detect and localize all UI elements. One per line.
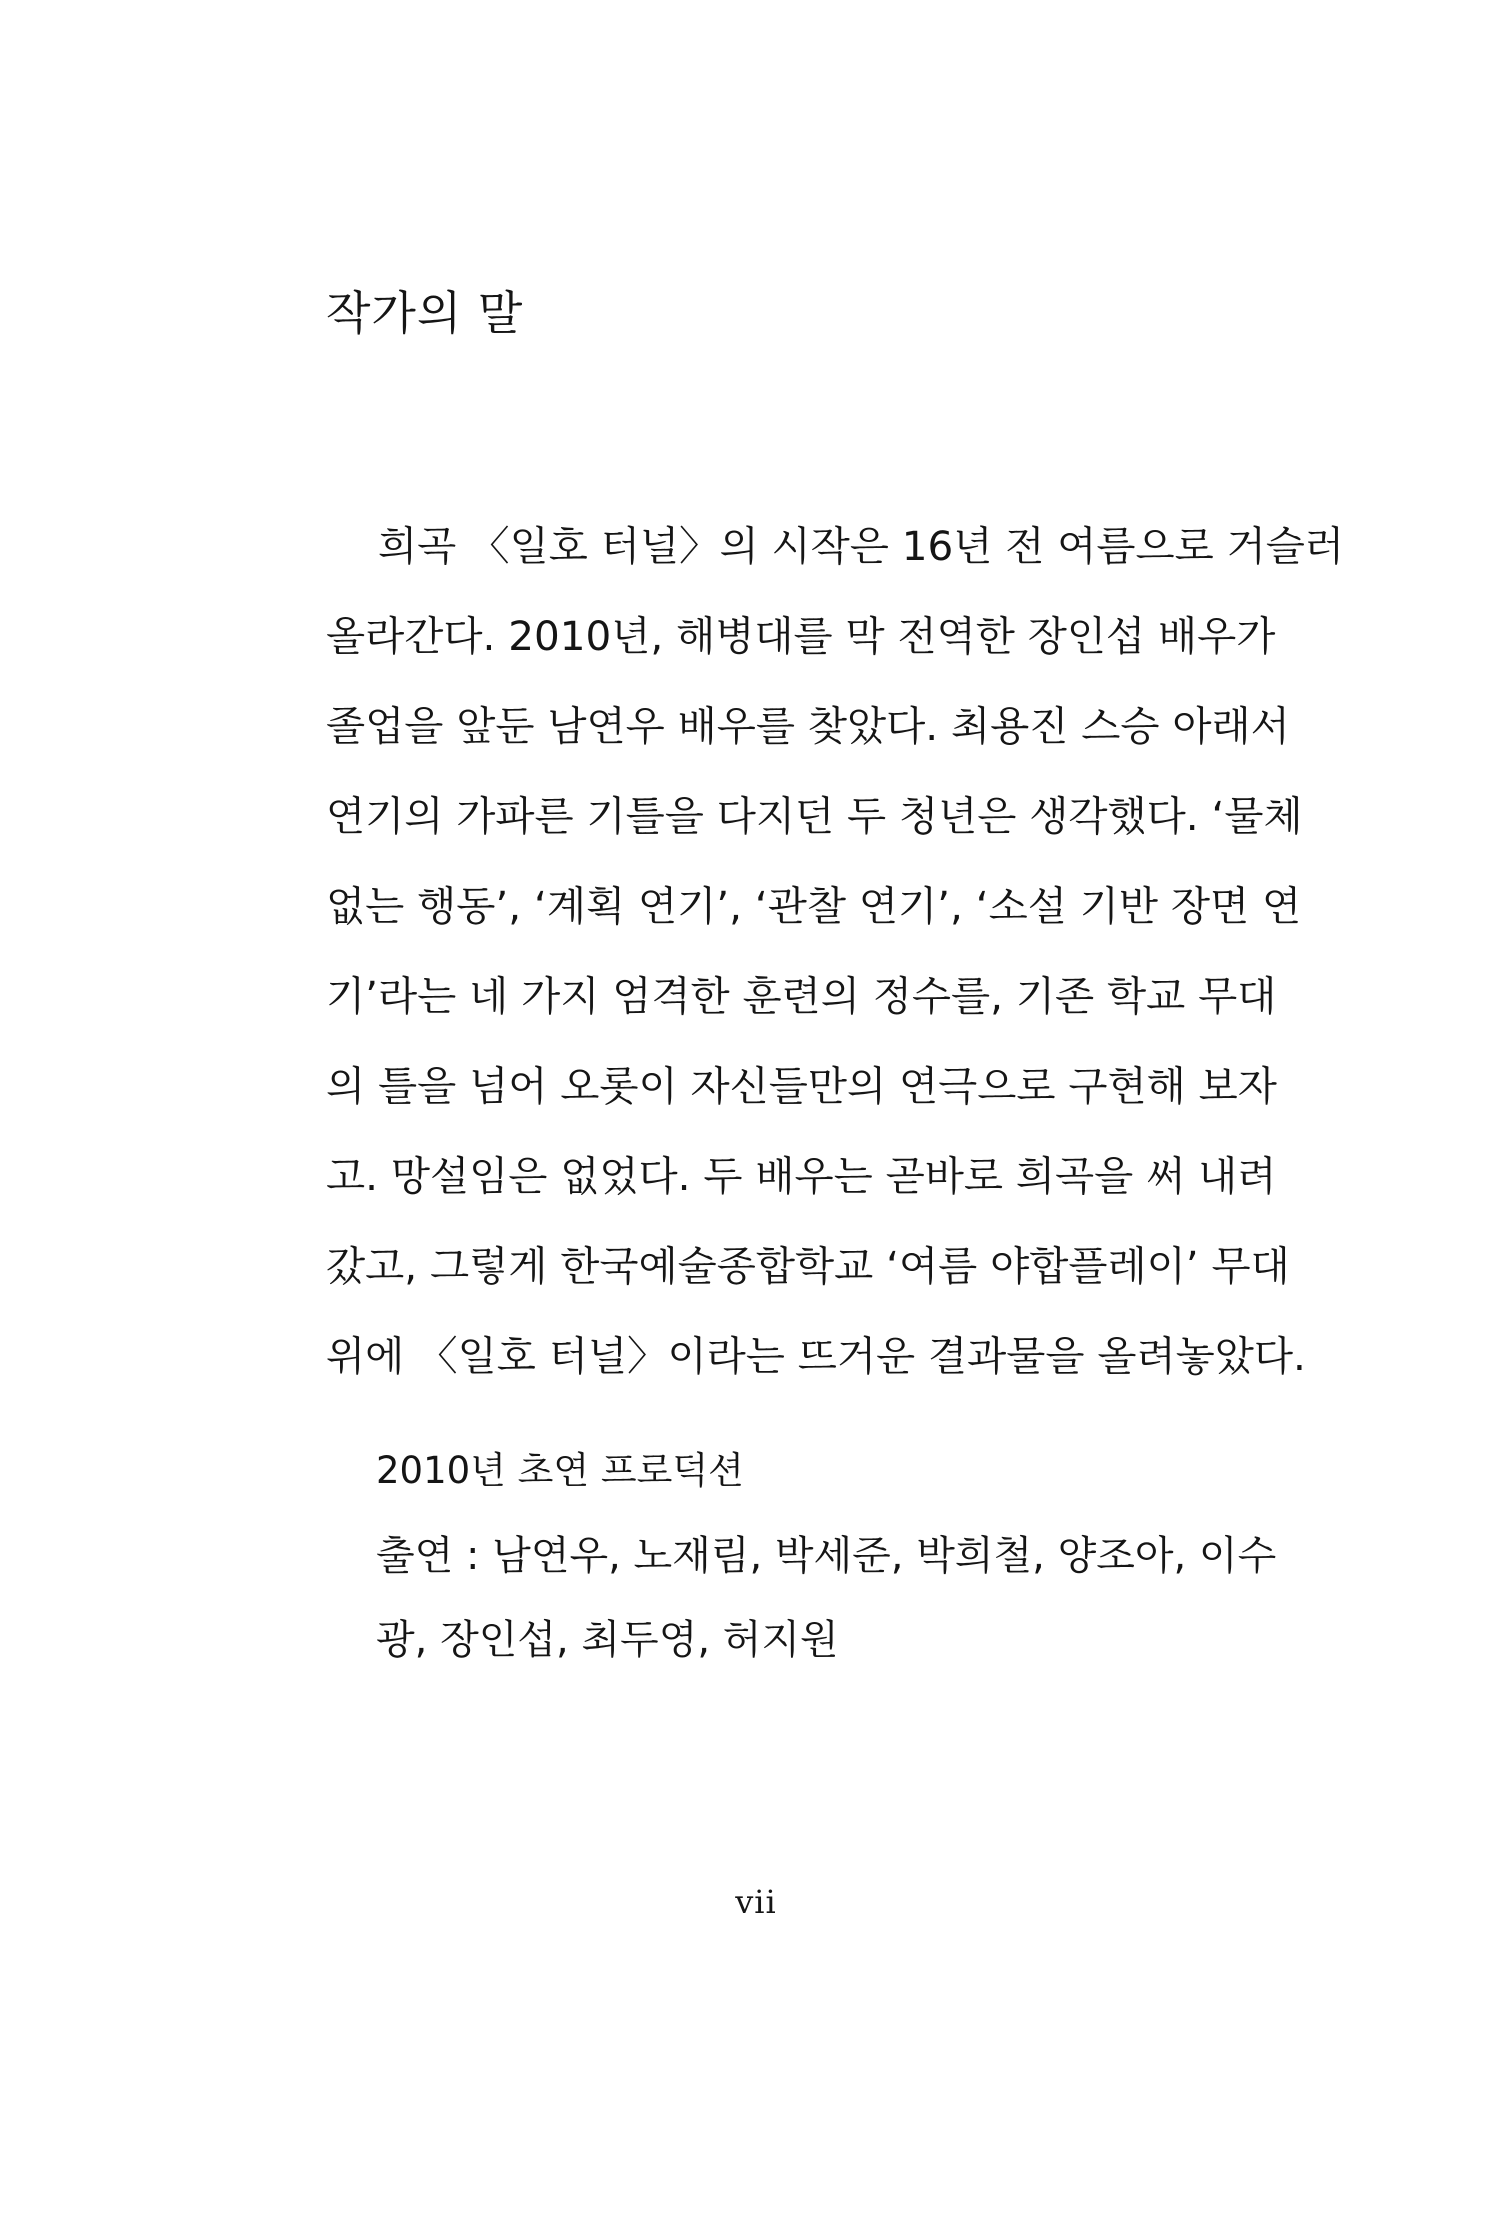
credits-line: 출연 : 남연우, 노재림, 박세준, 박희철, 양조아, 이수 [376,1533,1277,1579]
body-line: 고. 망설임은 없었다. 두 배우는 곧바로 희곡을 써 내려 [326,1152,1277,1200]
body-line: 희곡 〈일호 터널〉의 시작은 16년 전 여름으로 거슬러 [378,522,1344,570]
body-line: 연기의 가파른 기틀을 다지던 두 청년은 생각했다. ‘물체 [326,792,1303,840]
body-line: 없는 행동’, ‘계획 연기’, ‘관찰 연기’, ‘소설 기반 장면 연 [326,882,1302,930]
page-number: vii [735,1883,777,1921]
body-line: 기’라는 네 가지 엄격한 훈련의 정수를, 기존 학교 무대 [326,972,1277,1020]
credits-title: 2010년 초연 프로덕션 [376,1449,744,1492]
page-title: 작가의 말 [326,286,524,340]
body-line: 졸업을 앞둔 남연우 배우를 찾았다. 최용진 스승 아래서 [326,702,1290,750]
credits-line: 광, 장인섭, 최두영, 허지원 [376,1617,839,1663]
body-line: 위에 〈일호 터널〉이라는 뜨거운 결과물을 올려놓았다. [326,1332,1306,1380]
body-line: 갔고, 그렇게 한국예술종합학교 ‘여름 야합플레이’ 무대 [326,1242,1290,1290]
body-line: 의 틀을 넘어 오롯이 자신들만의 연극으로 구현해 보자 [326,1062,1277,1110]
body-line: 올라간다. 2010년, 해병대를 막 전역한 장인섭 배우가 [326,612,1276,660]
